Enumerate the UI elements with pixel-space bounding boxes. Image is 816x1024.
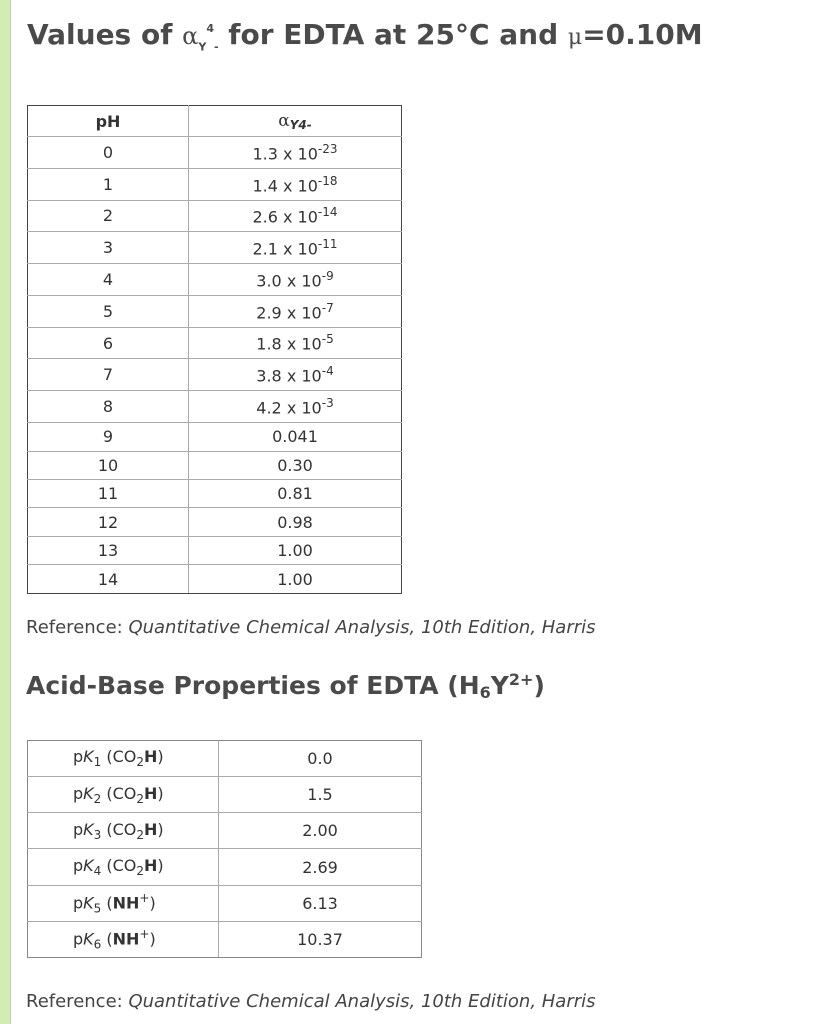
ph-cell: 9 <box>28 423 189 451</box>
ph-cell: 12 <box>28 508 189 536</box>
ph-cell: 6 <box>28 327 189 359</box>
title-alpha-symbol: α <box>182 22 199 50</box>
table-row <box>28 391 402 423</box>
reference-label: Reference: <box>26 617 129 638</box>
table-row <box>28 232 402 264</box>
table-row <box>28 741 422 777</box>
left-divider-line <box>10 0 11 1024</box>
table-row <box>28 813 422 849</box>
pk-p: p <box>73 855 84 875</box>
pk-index: 1 <box>93 755 102 770</box>
alpha-mantissa: 3.0 x 10 <box>256 271 322 291</box>
alpha-value-cell <box>189 359 402 391</box>
pk-group-close: ) <box>157 747 164 767</box>
pk-h: H <box>144 855 158 875</box>
pk-k: K <box>83 819 94 839</box>
table-row <box>28 327 402 359</box>
alpha-exponent: -4 <box>321 364 334 379</box>
table-row <box>28 168 402 200</box>
alpha-exponent: -9 <box>321 268 334 283</box>
table-row <box>28 359 402 391</box>
pk-p: p <box>73 747 84 767</box>
subtitle-prefix: Acid-Base Properties of EDTA (H <box>26 671 480 700</box>
table-row <box>28 479 402 507</box>
title-prefix: Values of <box>27 18 183 51</box>
alpha-value-cell <box>189 327 402 359</box>
alpha-value-cell <box>189 200 402 232</box>
alpha-value-cell <box>189 137 402 169</box>
pk-label-cell <box>28 777 219 813</box>
alpha-value-cell <box>189 168 402 200</box>
pk-nh: NH <box>112 893 140 913</box>
alpha-value-cell <box>189 536 402 564</box>
pk-group-close: ) <box>157 819 164 839</box>
pk-group-open: (CO <box>101 855 137 875</box>
pk-value-cell: 2.00 <box>219 813 422 849</box>
reference-note-2 <box>26 991 596 1012</box>
pk-charge: + <box>139 890 150 905</box>
pk-h: H <box>144 783 158 803</box>
pk-k: K <box>83 783 94 803</box>
alpha-value-cell <box>189 423 402 451</box>
pk-index: 5 <box>93 901 102 916</box>
ph-cell: 3 <box>28 232 189 264</box>
pk-group-open: (CO <box>101 819 137 839</box>
table-row <box>28 536 402 564</box>
ph-cell: 5 <box>28 295 189 327</box>
table-row <box>28 565 402 594</box>
alpha-value-cell <box>189 232 402 264</box>
alpha-mantissa: 1.00 <box>277 541 313 561</box>
pk-group-open: ( <box>101 929 113 949</box>
table-row <box>28 295 402 327</box>
title-subscript-charge: - <box>213 40 219 54</box>
alpha-exponent: -7 <box>321 300 334 315</box>
subtitle-subscript: 6 <box>479 683 491 702</box>
ph-cell: 8 <box>28 391 189 423</box>
pk-h: H <box>144 747 158 767</box>
alpha-exponent: -14 <box>317 205 338 220</box>
pk-co2-subscript: 2 <box>136 864 145 879</box>
ph-cell: 14 <box>28 565 189 594</box>
pk-index: 4 <box>93 864 102 879</box>
reference-source: Quantitative Chemical Analysis, 10th Edition, Harris <box>128 617 596 638</box>
alpha-mantissa: 2.1 x 10 <box>252 239 318 259</box>
subtitle-y: Y <box>490 671 509 700</box>
pk-value-cell: 0.0 <box>219 741 422 777</box>
pk-group-open: (CO <box>101 783 137 803</box>
alpha-values-table <box>27 105 402 594</box>
pk-value-cell: 6.13 <box>219 885 422 921</box>
alpha-mantissa: 0.81 <box>277 484 313 504</box>
table-row <box>28 921 422 957</box>
alpha-mantissa: 3.8 x 10 <box>256 366 322 386</box>
ph-cell: 13 <box>28 536 189 564</box>
ph-cell: 7 <box>28 359 189 391</box>
alpha-mantissa: 2.6 x 10 <box>252 207 318 227</box>
alpha-mantissa: 1.3 x 10 <box>252 144 318 164</box>
pk-group-close: ) <box>149 929 156 949</box>
pk-group-close: ) <box>157 783 164 803</box>
alpha-mantissa: 1.00 <box>277 569 313 589</box>
alpha-header-subscript: Y4- <box>289 117 312 132</box>
alpha-mantissa: 4.2 x 10 <box>256 398 322 418</box>
pk-label-cell <box>28 813 219 849</box>
table-row <box>28 200 402 232</box>
alpha-value-cell <box>189 391 402 423</box>
alpha-mantissa: 1.8 x 10 <box>256 334 322 354</box>
pk-label-cell <box>28 741 219 777</box>
pk-co2-subscript: 2 <box>136 755 145 770</box>
alpha-exponent: -5 <box>321 332 334 347</box>
alpha-exponent: -3 <box>321 395 334 410</box>
title-subscript: Y <box>198 40 207 54</box>
alpha-value-cell <box>189 295 402 327</box>
pk-value-cell: 10.37 <box>219 921 422 957</box>
alpha-mantissa: 0.041 <box>272 427 318 447</box>
ph-cell: 11 <box>28 479 189 507</box>
pk-group-close: ) <box>149 893 156 913</box>
table-row <box>28 849 422 885</box>
table-row <box>28 451 402 479</box>
table-row <box>28 264 402 296</box>
alpha-exponent: -11 <box>317 237 338 252</box>
alpha-mantissa: 2.9 x 10 <box>256 302 322 322</box>
pk-k: K <box>83 893 94 913</box>
pk-k: K <box>83 855 94 875</box>
reference-note-1 <box>26 617 596 638</box>
ph-cell: 10 <box>28 451 189 479</box>
pk-index: 6 <box>93 937 102 952</box>
table-row <box>28 137 402 169</box>
title-superscript: 4 <box>206 21 214 35</box>
alpha-exponent: -23 <box>317 141 338 156</box>
page-title <box>27 18 703 54</box>
pk-group-open: (CO <box>101 747 137 767</box>
alpha-column-header <box>189 106 402 137</box>
left-accent-bar <box>0 0 10 1024</box>
pk-k: K <box>83 747 94 767</box>
pk-p: p <box>73 783 84 803</box>
subtitle-charge: 2+ <box>508 670 534 689</box>
pk-p: p <box>73 893 84 913</box>
alpha-value-cell <box>189 451 402 479</box>
alpha-mantissa: 0.30 <box>277 455 313 475</box>
ph-column-header: pH <box>28 106 189 137</box>
reference-source: Quantitative Chemical Analysis, 10th Edition, Harris <box>128 991 596 1012</box>
pk-index: 2 <box>93 791 102 806</box>
pk-value-cell: 1.5 <box>219 777 422 813</box>
table-row <box>28 777 422 813</box>
pk-nh: NH <box>112 929 140 949</box>
title-ionic-strength: =0.10M <box>582 18 703 51</box>
pk-h: H <box>144 819 158 839</box>
alpha-header-symbol: α <box>278 110 290 131</box>
ph-cell: 0 <box>28 137 189 169</box>
table-row <box>28 885 422 921</box>
alpha-value-cell <box>189 479 402 507</box>
pk-charge: + <box>139 927 150 942</box>
section-title-acid-base <box>26 670 545 702</box>
pk-label-cell <box>28 921 219 957</box>
pk-p: p <box>73 819 84 839</box>
pk-co2-subscript: 2 <box>136 827 145 842</box>
table-row <box>28 423 402 451</box>
pk-index: 3 <box>93 827 102 842</box>
pk-values-table <box>27 740 422 958</box>
pk-value-cell: 2.69 <box>219 849 422 885</box>
alpha-value-cell <box>189 508 402 536</box>
ph-cell: 2 <box>28 200 189 232</box>
alpha-value-cell <box>189 264 402 296</box>
ph-cell: 1 <box>28 168 189 200</box>
pk-group-close: ) <box>157 855 164 875</box>
pk-k: K <box>83 929 94 949</box>
title-mu-symbol: μ <box>567 25 583 50</box>
alpha-exponent: -18 <box>317 173 338 188</box>
pk-co2-subscript: 2 <box>136 791 145 806</box>
table-row <box>28 508 402 536</box>
pk-label-cell <box>28 849 219 885</box>
alpha-table-header-row <box>28 106 402 137</box>
pk-label-cell <box>28 885 219 921</box>
pk-p: p <box>73 929 84 949</box>
alpha-mantissa: 0.98 <box>277 512 313 532</box>
ph-cell: 4 <box>28 264 189 296</box>
subtitle-suffix: ) <box>533 671 545 700</box>
pk-group-open: ( <box>101 893 113 913</box>
reference-label: Reference: <box>26 991 129 1012</box>
alpha-mantissa: 1.4 x 10 <box>252 175 318 195</box>
alpha-value-cell <box>189 565 402 594</box>
title-suffix: for EDTA at 25°C and <box>218 18 568 51</box>
